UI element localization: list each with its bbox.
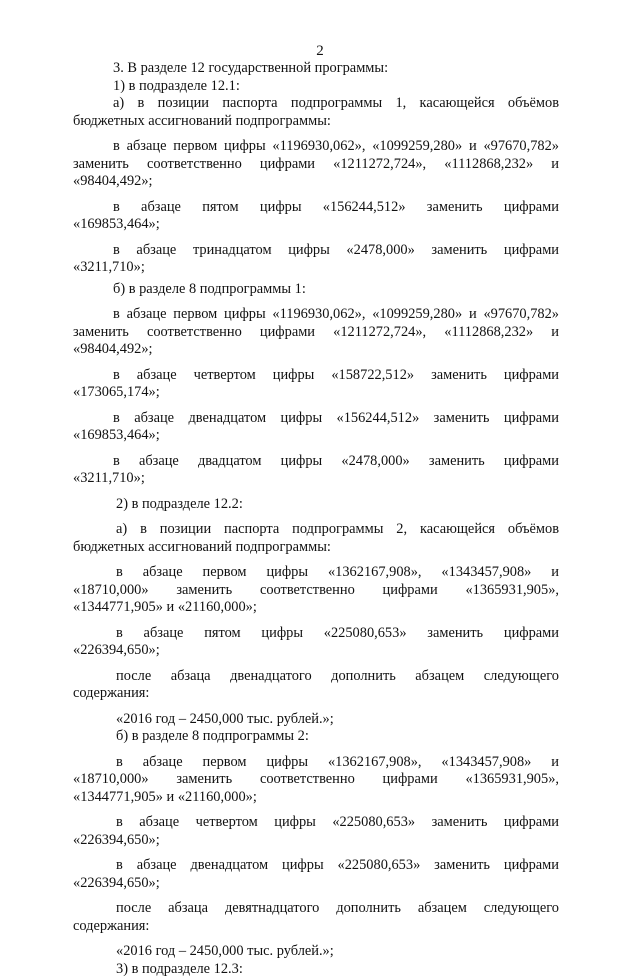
paragraph (73, 521, 559, 556)
paragraph (73, 410, 559, 445)
paragraph (73, 199, 559, 234)
text-line: в абзаце тринадцатом цифры «2478,000» заменить цифрами (73, 242, 559, 260)
text-line: а) в позиции паспорта подпрограммы 2, касающейся объёмов (73, 521, 559, 539)
paragraph (73, 78, 559, 96)
text-line: содержания: (73, 918, 559, 936)
text-line: в абзаце двенадцатом цифры «225080,653» заменить цифрами (73, 857, 559, 875)
page-number: 2 (0, 42, 640, 60)
text-line: «226394,650»; (73, 642, 559, 660)
text-line: заменить соответственно цифрами «1211272,724», «1112868,232» и (73, 324, 559, 342)
paragraph (73, 453, 559, 488)
text-line: содержания: (73, 685, 559, 703)
paragraph (73, 242, 559, 277)
text-line: в абзаце пятом цифры «225080,653» заменить цифрами (73, 625, 559, 643)
text-line: «2016 год – 2450,000 тыс. рублей.»; (116, 943, 559, 961)
text-line: «169853,464»; (73, 216, 559, 234)
paragraph (73, 711, 559, 729)
text-line: б) в разделе 8 подпрограммы 2: (116, 728, 559, 746)
text-line: заменить соответственно цифрами «1211272,724», «1112868,232» и (73, 156, 559, 174)
text-line: б) в разделе 8 подпрограммы 1: (113, 281, 559, 299)
paragraph (73, 668, 559, 703)
paragraph (73, 900, 559, 935)
text-line: в абзаце пятом цифры «156244,512» заменить цифрами (73, 199, 559, 217)
paragraph (73, 306, 559, 359)
paragraph (73, 814, 559, 849)
text-line: в абзаце двадцатом цифры «2478,000» заменить цифрами (73, 453, 559, 471)
text-line: 1) в подразделе 12.1: (113, 78, 559, 96)
text-line: в абзаце первом цифры «1196930,062», «1099259,280» и «97670,782» (73, 306, 559, 324)
paragraph (73, 857, 559, 892)
text-line: 2) в подразделе 12.2: (116, 496, 559, 514)
text-line: в абзаце первом цифры «1362167,908», «1343457,908» и (73, 754, 559, 772)
text-line: а) в позиции паспорта подпрограммы 1, касающейся объёмов (73, 95, 559, 113)
text-line: «226394,650»; (73, 832, 559, 850)
text-line: «98404,492»; (73, 341, 559, 359)
text-line: бюджетных ассигнований подпрограммы: (73, 113, 559, 131)
text-line: «18710,000» заменить соответственно цифрами «1365931,905», (73, 582, 559, 600)
paragraph (73, 754, 559, 807)
paragraph (73, 564, 559, 617)
text-line: «18710,000» заменить соответственно цифрами «1365931,905», (73, 771, 559, 789)
text-line: «173065,174»; (73, 384, 559, 402)
text-line: 3. В разделе 12 государственной программы: (113, 60, 559, 78)
text-line: в абзаце четвертом цифры «158722,512» заменить цифрами (73, 367, 559, 385)
text-line: в абзаце четвертом цифры «225080,653» заменить цифрами (73, 814, 559, 832)
paragraph (73, 625, 559, 660)
paragraph (73, 281, 559, 299)
document-body (73, 60, 559, 978)
text-line: в абзаце первом цифры «1362167,908», «1343457,908» и (73, 564, 559, 582)
paragraph (73, 943, 559, 961)
text-line: в абзаце первом цифры «1196930,062», «1099259,280» и «97670,782» (73, 138, 559, 156)
text-line: «2016 год – 2450,000 тыс. рублей.»; (116, 711, 559, 729)
text-line: после абзаца двенадцатого дополнить абзацем следующего (73, 668, 559, 686)
text-line: «3211,710»; (73, 259, 559, 277)
text-line: «1344771,905» и «21160,000»; (73, 599, 559, 617)
paragraph (73, 95, 559, 130)
text-line: «1344771,905» и «21160,000»; (73, 789, 559, 807)
paragraph (73, 367, 559, 402)
text-line: бюджетных ассигнований подпрограммы: (73, 539, 559, 557)
paragraph (73, 60, 559, 78)
text-line: «226394,650»; (73, 875, 559, 893)
paragraph (73, 961, 559, 978)
text-line: «3211,710»; (73, 470, 559, 488)
paragraph (73, 138, 559, 191)
text-line: «169853,464»; (73, 427, 559, 445)
text-line: 3) в подразделе 12.3: (116, 961, 559, 978)
paragraph (73, 728, 559, 746)
text-line: «98404,492»; (73, 173, 559, 191)
text-line: после абзаца девятнадцатого дополнить абзацем следующего (73, 900, 559, 918)
text-line: в абзаце двенадцатом цифры «156244,512» заменить цифрами (73, 410, 559, 428)
paragraph (73, 496, 559, 514)
